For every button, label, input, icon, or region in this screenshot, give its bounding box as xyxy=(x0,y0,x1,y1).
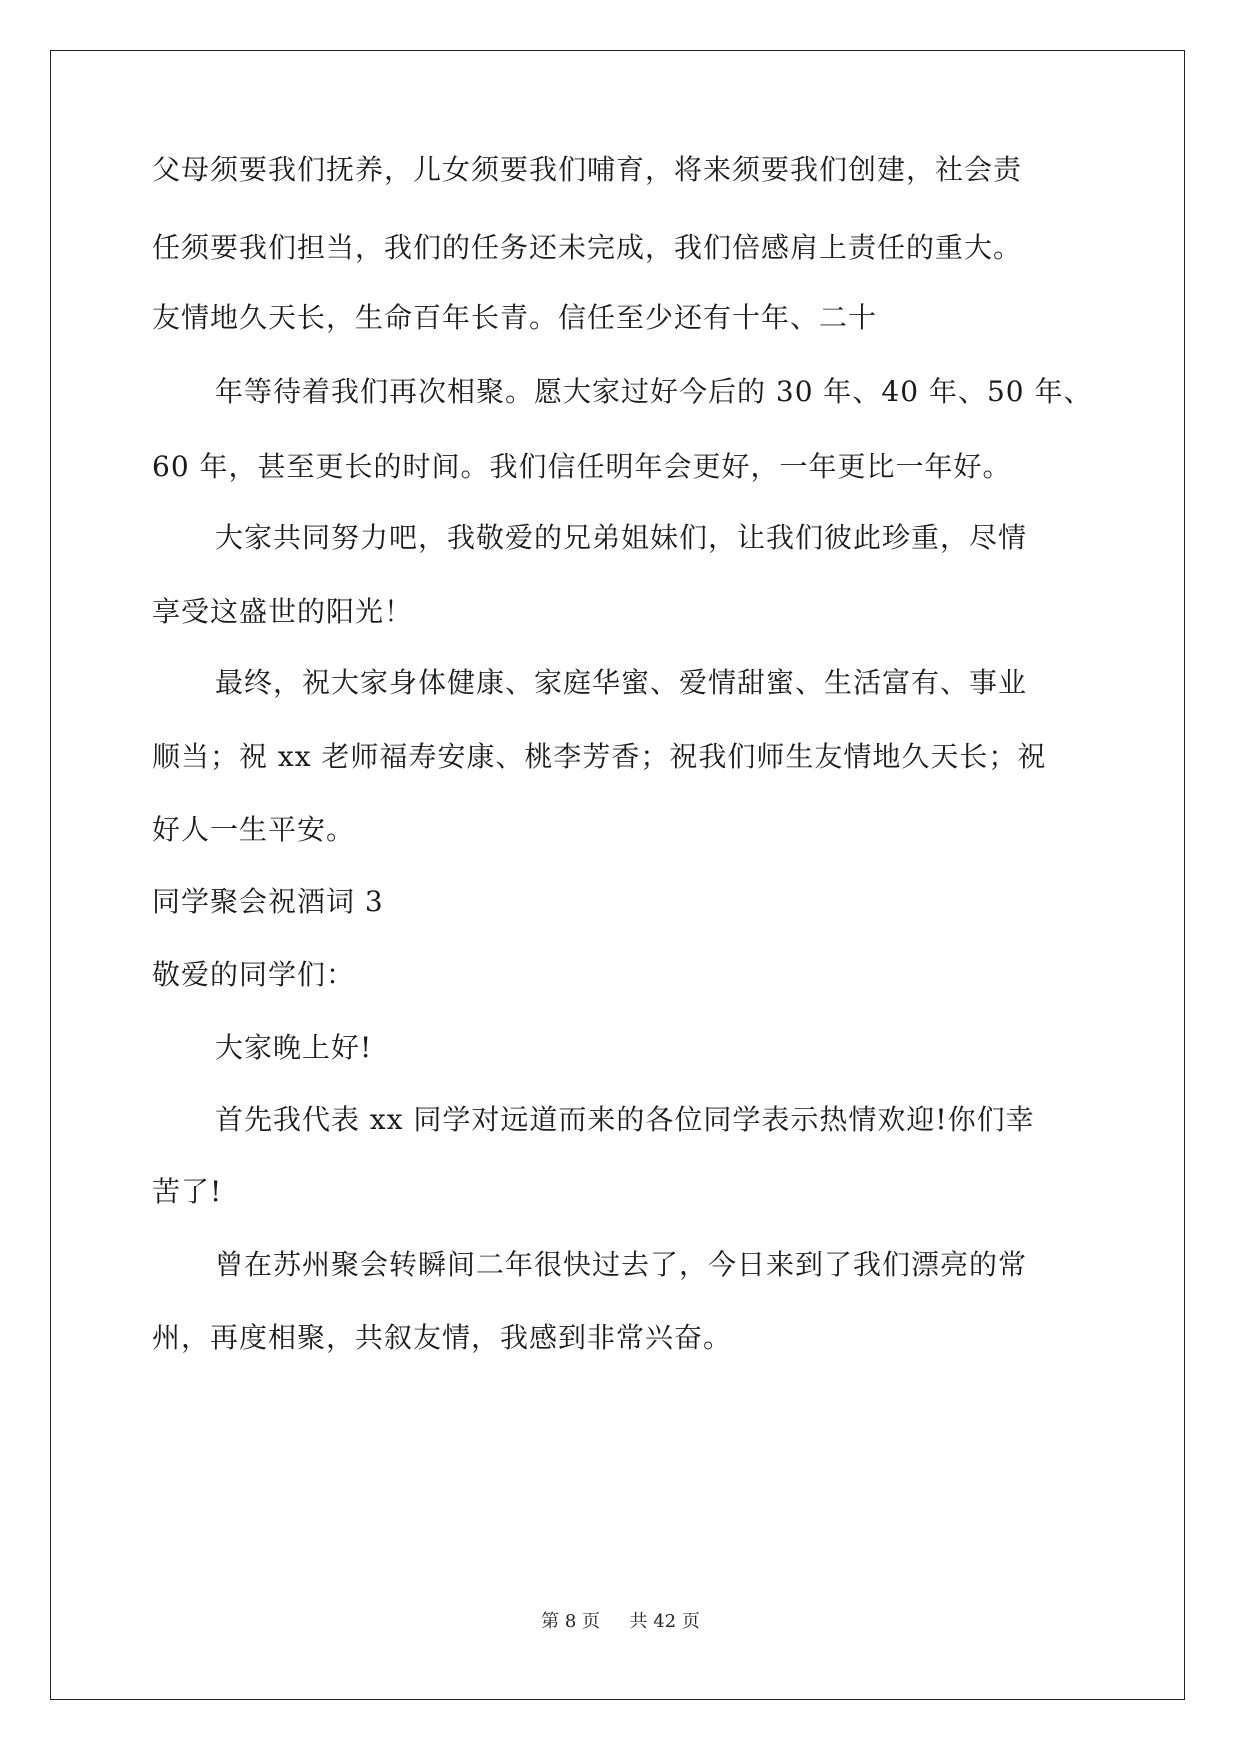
paragraph-line: 州，再度相聚，共叙友情，我感到非常兴奋。 xyxy=(152,1321,733,1354)
paragraph-line: 大家共同努力吧，我敬爱的兄弟姐妹们，让我们彼此珍重，尽情 xyxy=(215,521,1028,554)
page-total: 共 42 页 xyxy=(629,1611,700,1632)
paragraph-line: 好人一生平安。 xyxy=(152,813,356,846)
paragraph-line: 享受这盛世的阳光！ xyxy=(152,595,414,628)
paragraph-line: 父母须要我们抚养，儿女须要我们哺育，将来须要我们创建，社会责 xyxy=(152,153,1023,186)
salutation: 敬爱的同学们： xyxy=(152,958,356,991)
paragraph-line: 60 年，甚至更长的时间。我们信任明年会更好，一年更比一年好。 xyxy=(152,450,1012,483)
paragraph-line: 首先我代表 xx 同学对远道而来的各位同学表示热情欢迎!你们幸 xyxy=(215,1103,1035,1136)
paragraph-line: 友情地久天长，生命百年长青。信任至少还有十年、二十 xyxy=(152,301,878,334)
paragraph-line: 最终，祝大家身体健康、家庭华蜜、爱情甜蜜、生活富有、事业 xyxy=(215,666,1028,699)
paragraph-line: 大家晚上好! xyxy=(215,1031,373,1064)
paragraph-line: 苦了! xyxy=(152,1175,223,1208)
page-footer xyxy=(0,1610,1241,1634)
page-number: 第 8 页 xyxy=(541,1611,601,1632)
paragraph-line: 任须要我们担当，我们的任务还未完成，我们倍感肩上责任的重大。 xyxy=(152,231,1023,264)
paragraph-line: 曾在苏州聚会转瞬间二年很快过去了，今日来到了我们漂亮的常 xyxy=(215,1248,1028,1281)
paragraph-line: 顺当；祝 xx 老师福寿安康、桃李芳香；祝我们师生友情地久天长；祝 xyxy=(152,740,1047,773)
paragraph-line: 年等待着我们再次相聚。愿大家过好今后的 30 年、40 年、50 年、 xyxy=(215,375,1093,408)
section-title: 同学聚会祝酒词 3 xyxy=(152,885,384,918)
